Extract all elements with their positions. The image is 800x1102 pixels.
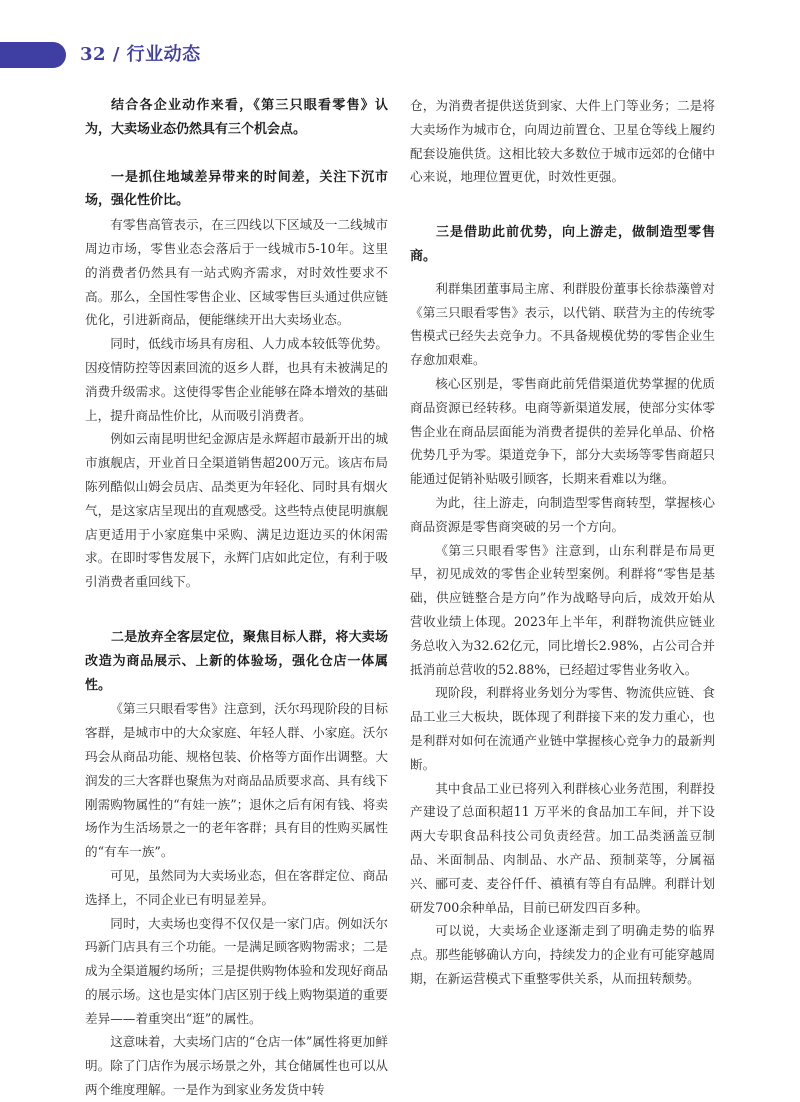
header-accent-bar (0, 42, 66, 68)
body-paragraph: 例如云南昆明世纪金源店是永辉超市最新开出的城市旗舰店，开业首日全渠道销售超200万元。该店布局陈列酷似山姆会员店、品类更为年轻化、同时具有烟火气，是这家店呈现出的直观感受。这些特点使昆明旗舰店更适用于小家庭集中采购、满足边逛边买的休闲需求。在即时零售发展下，永辉门店如此定位，有利于吸引消费者重回线下。 (85, 431, 388, 590)
intro-paragraph: 结合各企业动作来看，《第三只眼看零售》认为，大卖场业态仍然具有三个机会点。 (85, 98, 388, 137)
body-paragraph: 核心区别是，零售商此前凭借渠道优势掌握的优质商品资源已经转移。电商等新渠道发展，使部分实体零售企业在商品层面能为消费者提供的差异化单品、价格优势几乎为零。渠道竞争下，部分大卖场等零售商超只能通过促销补贴吸引顾客，长期来看难以为继。 (410, 375, 715, 487)
body-paragraph: 为此，往上游走，向制造型零售商转型，掌握核心商品资源是零售商突破的另一个方向。 (410, 494, 715, 534)
section-heading-2: 二是放弃全客层定位，聚焦目标人群，将大卖场改造为商品展示、上新的体验场，强化仓店一体属性。 (85, 629, 388, 693)
body-paragraph: 《第三只眼看零售》注意到，沃尔玛现阶段的目标客群，是城市中的大众家庭、年轻人群、小家庭。沃尔玛会从商品功能、规格包装、价格等方面作出调整。大润发的三大客群也聚焦为对商品品质要求高、具有线下刚需购物属性的“有娃一族”；退休之后有闲有钱、将卖场作为生活场景之一的老年客群；具有目的性购买属性的“有车一族”。 (85, 701, 388, 860)
section-heading-3: 三是借助此前优势，向上游走，做制造型零售商。 (410, 225, 715, 264)
body-paragraph-continued: 仓，为消费者提供送货到家、大件上门等业务；二是将大卖场作为城市仓，向周边前置仓、卫星仓等线上履约配套设施供货。这相比较大多数位于城市远郊的仓储中心来说，地理位置更优，时效性更强。 (410, 98, 715, 185)
body-paragraph: 这意味着，大卖场门店的“仓店一体”属性将更加鲜明。除了门店作为展示场景之外，其仓储属性也可以从两个维度理解。一是作为到家业务发货中转 (85, 1034, 388, 1098)
body-paragraph: 可见，虽然同为大卖场业态，但在客群定位、商品选择上，不同企业已有明显差异。 (85, 867, 388, 907)
body-paragraph: 有零售高管表示，在三四线以下区域及一二线城市周边市场，零售业态会落后于一线城市5-10年。这里的消费者仍然具有一站式购齐需求，对时效性要求不高。那么，全国性零售企业、区域零售巨头通过供应链优化，引进新商品，便能继续开出大卖场业态。 (85, 217, 388, 328)
page-section-label: 32 / 行业动态 (80, 44, 201, 65)
body-paragraph: 同时，低线市场具有房租、人力成本较低等优势。因疫情防控等因素回流的返乡人群，也具有未被满足的消费升级需求。这使得零售企业能够在降本增效的基础上，提升商品性价比，从而吸引消费者。 (85, 336, 388, 423)
body-paragraph: 《第三只眼看零售》注意到，山东利群是布局更早，初见成效的零售企业转型案例。利群将“零售是基础，供应链整合是方向”作为战略导向后，成效开始从营收业绩上体现。2023年上半年，利群物流供应链业务总收入为32.62亿元，同比增长2.98%，占公司合并抵消前总营收的52.88%，已经超过零售业务收入。 (410, 542, 715, 677)
left-column (85, 94, 388, 1102)
body-paragraph: 同时，大卖场也变得不仅仅是一家门店。例如沃尔玛新门店具有三个功能。一是满足顾客购物需求；二是成为全渠道履约场所；三是提供购物体验和发现好商品的展示场。这也是实体门店区别于线上购物渠道的重要差异——着重突出“逛”的属性。 (85, 915, 388, 1026)
body-paragraph: 其中食品工业已将列入利群核心业务范围，利群投产建设了总面积超11 万平米的食品加工车间，并下设两大专职食品科技公司负责经营。加工品类涵盖豆制品、米面制品、肉制品、水产品、预制菜等，分属福兴、郦可麦、麦谷仟仟、禛禛有等自有品牌。利群计划研发700余种单品，目前已研发四百多种。 (410, 780, 715, 915)
body-paragraph: 可以说，大卖场企业逐渐走到了明确走势的临界点。那些能够确认方向，持续发力的企业有可能穿越周期，在新运营模式下重整零供关系，从而扭转颓势。 (410, 923, 715, 986)
body-paragraph: 现阶段，利群将业务划分为零售、物流供应链、食品工业三大板块，既体现了利群接下来的发力重心，也是利群对如何在流通产业链中掌握核心竞争力的最新判断。 (410, 685, 715, 772)
section-heading-1: 一是抓住地域差异带来的时间差，关注下沉市场，强化性价比。 (85, 169, 388, 209)
body-paragraph: 利群集团董事局主席、利群股份董事长徐恭藻曾对《第三只眼看零售》表示，以代销、联营为主的传统零售模式已经失去竞争力。不具备规模优势的零售企业生存愈加艰难。 (410, 280, 715, 368)
right-column (410, 94, 715, 991)
